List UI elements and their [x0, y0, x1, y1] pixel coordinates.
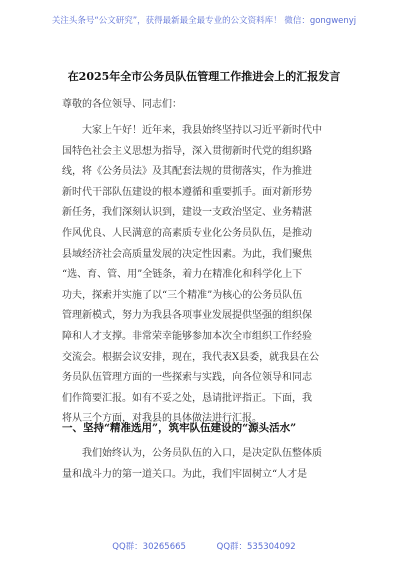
paragraph-line: 线，将《公务员法》及其配套法规的贯彻落实，作为推进 — [62, 166, 312, 178]
paragraph-section1 — [62, 444, 352, 485]
paragraph-line: 国特色社会主义思想为指导，深入贯彻新时代党的组织路 — [62, 145, 312, 157]
paragraph-line: 交流会。根据会议安排，现在，我代表X县委，就我县在公 — [62, 351, 320, 363]
salutation: 尊敬的各位领导、同志们： — [62, 99, 182, 110]
footer-qq-groups — [0, 540, 408, 552]
paragraph-line: 大家上午好！近年来，我县始终坚持以习近平新时代中 — [82, 125, 322, 136]
section-heading-1: 一、坚持“精准选用”，筑牢队伍建设的“源头活水” — [62, 422, 297, 434]
paragraph-line: 新时代干部队伍建设的根本遵循和重要抓手。面对新形势 — [62, 186, 312, 198]
paragraph-line: 务员队伍管理方面的一些探索与实践，向各位领导和同志 — [62, 372, 312, 384]
paragraph-line: 我们始终认为，公务员队伍的入口，是决定队伍整体质 — [82, 448, 322, 459]
paragraph-line: “选、育、管、用”全链条，着力在精准化和科学化上下 — [62, 269, 303, 281]
paragraph-line: 作风优良、人民满意的高素质专业化公务员队伍，是推动 — [62, 227, 312, 239]
paragraph-line: 新任务，我们深刻认识到，建设一支政治坚定、业务精湛 — [62, 207, 312, 219]
footer-qq-group-1: QQ群：30265665 — [112, 542, 186, 552]
header-promo-note: 关注头条号“公文研究”，获得最新最全最专业的公文资料库！ 微信：gongwenyj — [51, 16, 357, 26]
paragraph-line: 功夫，探索并实施了以“三个精准”为核心的公务员队伍 — [62, 289, 303, 301]
paragraph-line: 管理新模式，努力为我县各项事业发展提供坚强的组织保 — [62, 310, 312, 322]
document-title: 在2025年全市公务员队伍管理工作推进会上的汇报发言 — [67, 70, 341, 83]
footer-qq-group-2: QQ群：535304092 — [216, 542, 296, 552]
paragraph-line: 障和人才支撑。非常荣幸能够参加本次全市组织工作经验 — [62, 330, 312, 342]
paragraph-line: 县域经济社会高质量发展的决定性因素。为此，我们聚焦 — [62, 248, 312, 260]
paragraph-line: 将从三个方面，对我县的具体做法进行汇报。 — [62, 413, 262, 425]
paragraph-intro — [62, 121, 352, 430]
paragraph-line: 们作简要汇报。如有不妥之处，恳请批评指正。下面，我 — [62, 392, 312, 404]
paragraph-line: 量和战斗力的第一道关口。为此，我们牢固树立“人才是 — [62, 468, 308, 480]
